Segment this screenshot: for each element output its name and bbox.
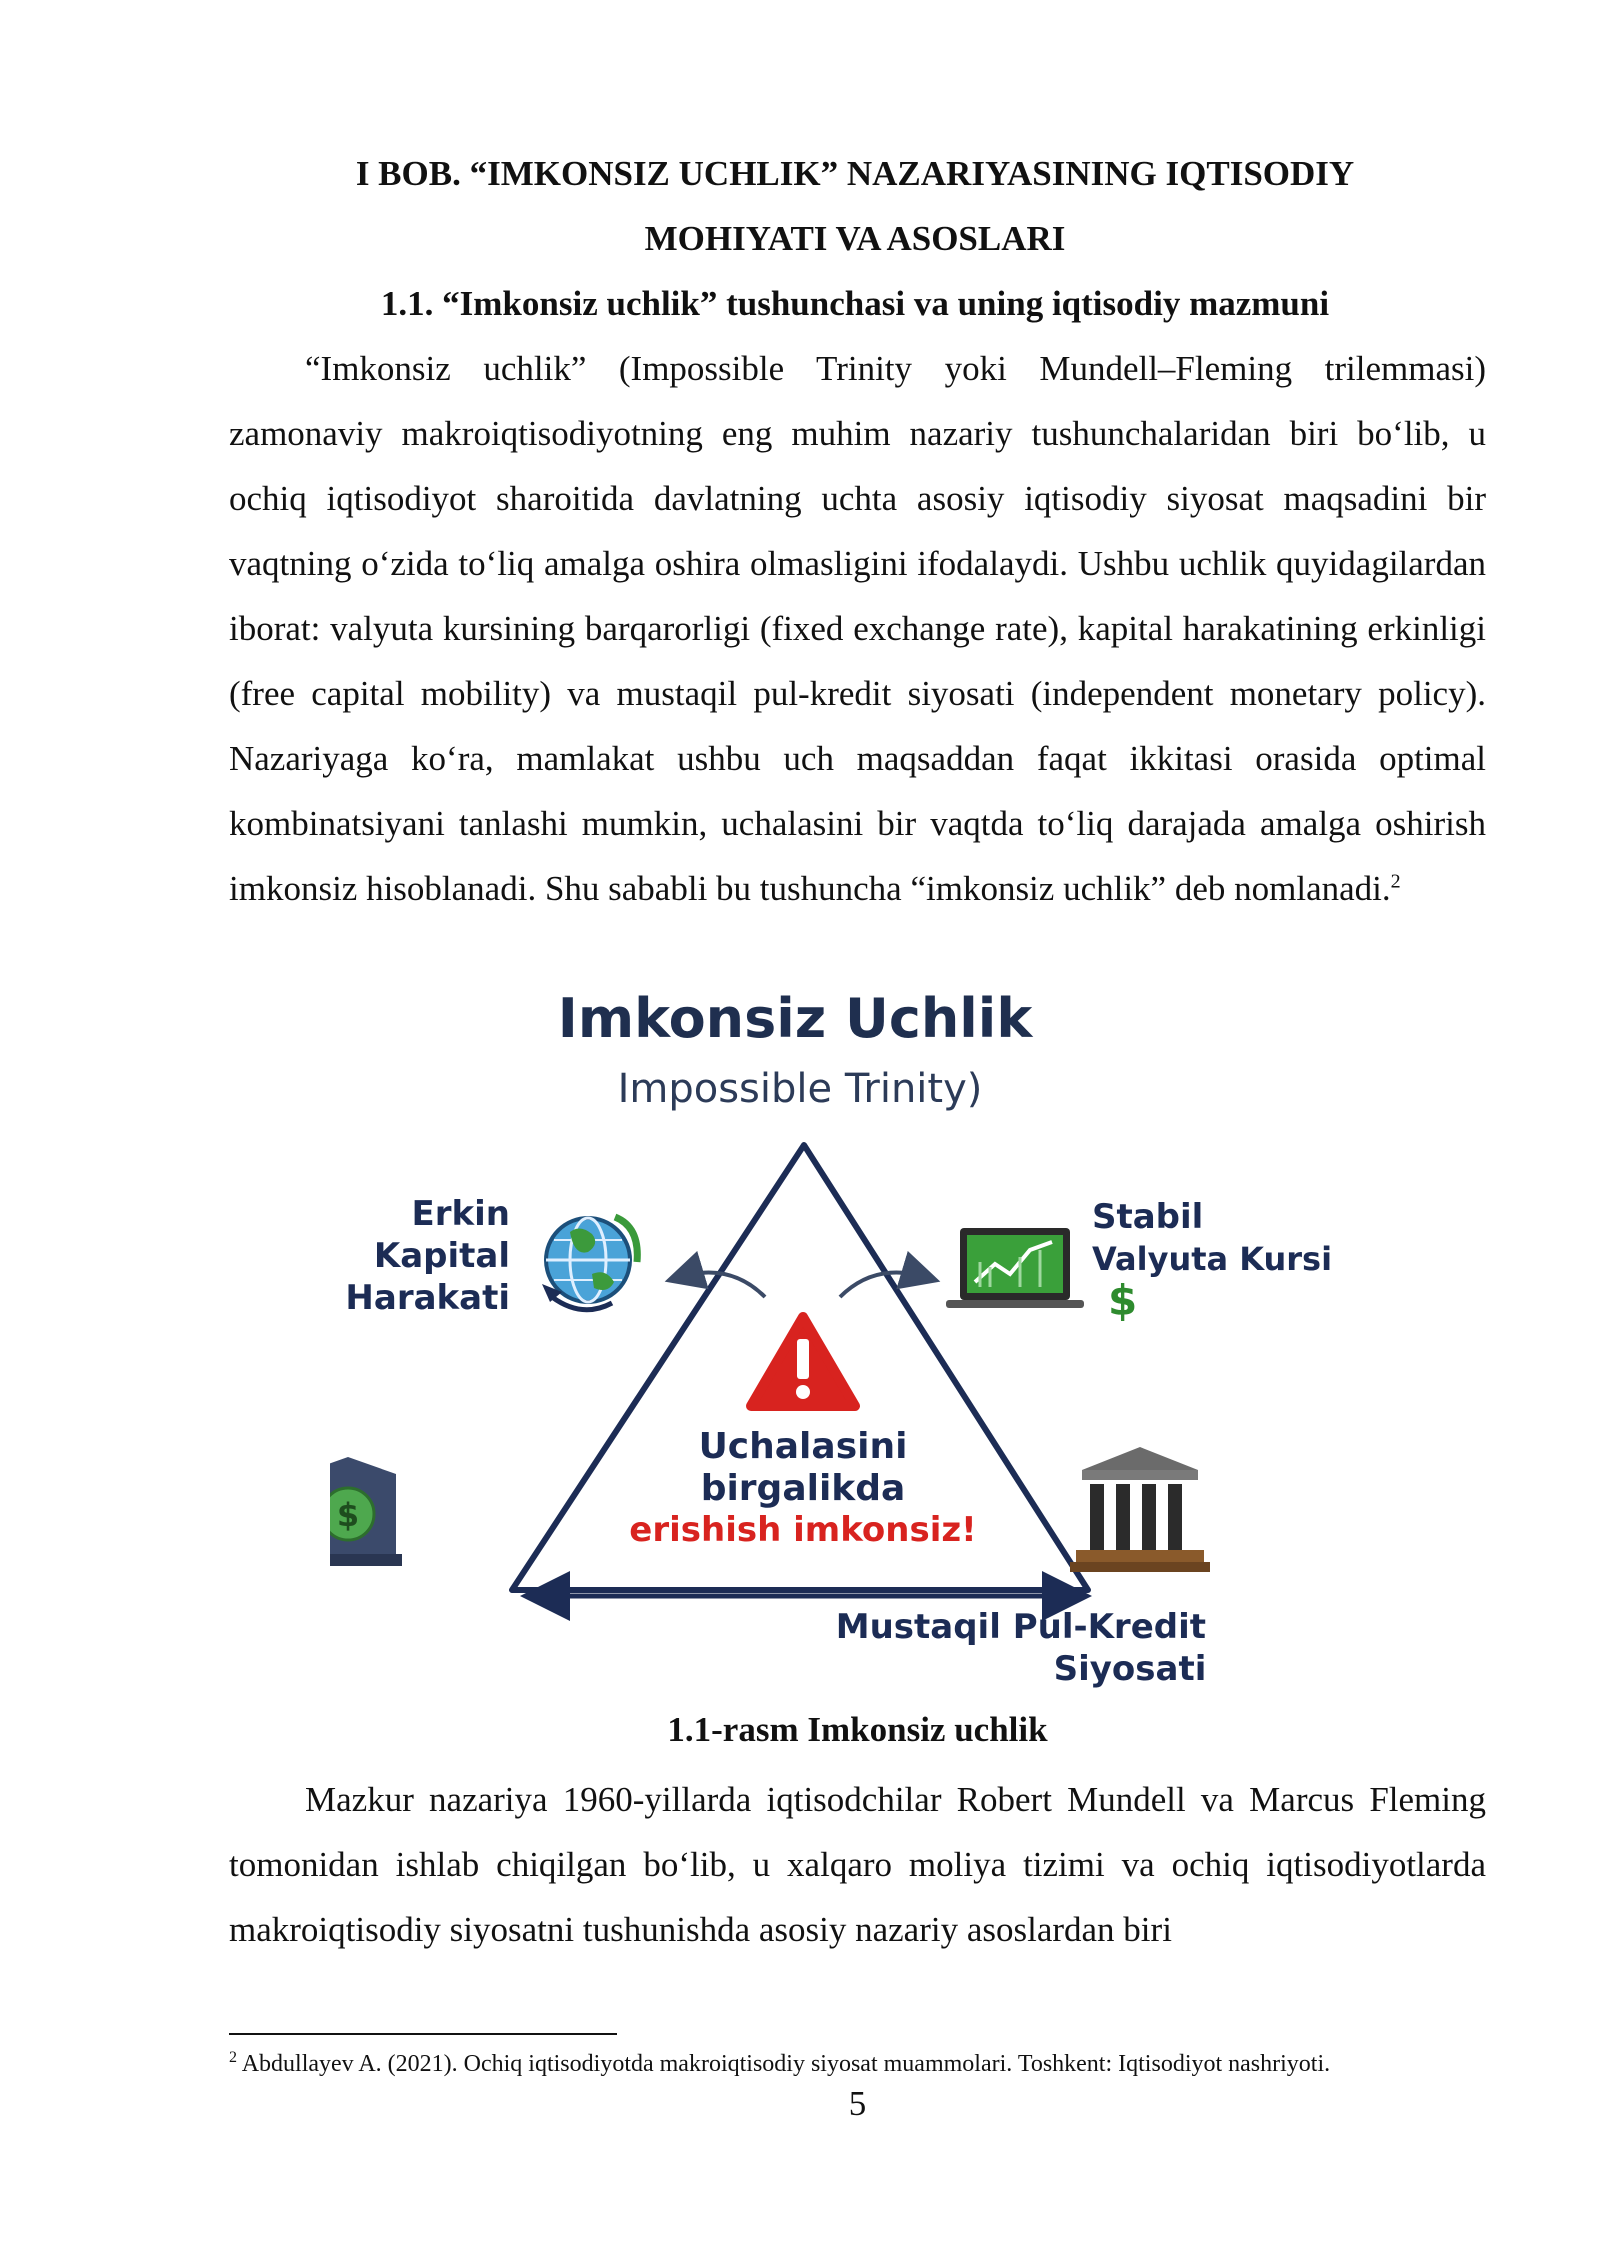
figure-subtitle: Impossible Trinity) bbox=[617, 1066, 983, 1112]
warning-icon bbox=[751, 1317, 855, 1406]
left-label-line2: Kapital bbox=[373, 1236, 510, 1276]
globe-icon bbox=[542, 1217, 637, 1310]
left-label-line1: Erkin bbox=[411, 1194, 510, 1234]
figure-svg bbox=[330, 992, 1390, 1702]
page-number: 5 bbox=[848, 2084, 867, 2123]
laptop-chart-icon bbox=[946, 1228, 1084, 1308]
dollar-sign-icon: $ bbox=[1108, 1276, 1138, 1325]
bottom-label-line2: Siyosati bbox=[1053, 1649, 1207, 1689]
footnote-separator bbox=[229, 2033, 617, 2035]
right-label-line2: Valyuta Kursi bbox=[1092, 1240, 1333, 1278]
bottom-label-line1: Mustaqil Pul-Kredit bbox=[835, 1607, 1206, 1647]
left-curved-arrow bbox=[680, 1273, 765, 1298]
right-curved-arrow bbox=[840, 1273, 925, 1298]
footnote-reference[interactable]: 2 bbox=[1390, 870, 1401, 893]
footnote bbox=[229, 2048, 1486, 2080]
chapter-title-line1: I BOB. “IMKONSIZ UCHLIK” NAZARIYASINING IQTISODIY bbox=[355, 154, 1355, 193]
section-title: 1.1. “Imkonsiz uchlik” tushunchasi va uning iqtisodiy mazmuni bbox=[380, 284, 1330, 323]
monetary-policy-label bbox=[836, 1607, 1207, 1689]
impossible-trinity-figure bbox=[330, 992, 1390, 1702]
svg-text:$: $ bbox=[336, 1496, 360, 1534]
bank-vault-icon bbox=[330, 1457, 402, 1566]
figure-caption: 1.1-rasm Imkonsiz uchlik bbox=[667, 1710, 1048, 1749]
right-label-line1: Stabil bbox=[1092, 1197, 1204, 1237]
paragraph-2 bbox=[229, 1767, 1486, 1962]
stable-exchange-rate-label bbox=[1092, 1197, 1332, 1325]
footnote-number: 2 bbox=[229, 2049, 237, 2066]
left-label-line3: Harakati bbox=[345, 1278, 510, 1318]
capital-mobility-label bbox=[345, 1194, 510, 1318]
center-text-line1: Uchalasini bbox=[698, 1426, 908, 1467]
center-text-line2: birgalikda bbox=[700, 1468, 906, 1509]
center-text-line3: erishish imkonsiz! bbox=[629, 1510, 977, 1550]
paragraph-1 bbox=[229, 336, 1486, 921]
footnote-text: Abdullayev A. (2021). Ochiq iqtisodiyotda makroiqtisodiy siyosat muammolari. Toshkent: Iqtisodiyot nashriyoti. bbox=[241, 2051, 1331, 2077]
figure-title: Imkonsiz Uchlik bbox=[557, 992, 1033, 1050]
central-bank-icon bbox=[1070, 1447, 1210, 1572]
paragraph-1-text: “Imkonsiz uchlik” (Impossible Trinity yoki Mundell–Fleming trilemmasi) zamonaviy makroiqtisodiyotning eng muhim nazariy tushunchalaridan biri bo‘lib, u ochiq iqtisodiyot sharoitida davlatning uchta asosiy iqtisodiy siyosat maqsadini bir vaqtning o‘zida to‘liq amalga oshira olmasligini ifodalaydi. Ushbu uchlik quyidagilardan iborat: valyuta kursining barqarorligi (fixed exchange rate), kapital harakatining erkinligi (free capital mobility) va mustaqil pul-kredit siyosati (independent monetary policy). Nazariyaga ko‘ra, mamlakat ushbu uch maqsaddan faqat ikkitasi orasida optimal kombinatsiyani tanlashi mumkin, uchalasini bir vaqtda to‘liq darajada amalga oshirish imkonsiz hisoblanadi. Shu sababli bu tushuncha “imkonsiz uchlik” deb nomlanadi. bbox=[229, 349, 1486, 908]
chapter-title-line2: MOHIYATI VA ASOSLARI bbox=[644, 219, 1066, 258]
paragraph-2-text: Mazkur nazariya 1960-yillarda iqtisodchilar Robert Mundell va Marcus Fleming tomonidan ishlab chiqilgan bo‘lib, u xalqaro moliya tizimi va ochiq iqtisodiyotlarda makroiqtisodiy siyosatni tushunishda asosiy nazariy asoslardan biri bbox=[229, 1780, 1486, 1949]
